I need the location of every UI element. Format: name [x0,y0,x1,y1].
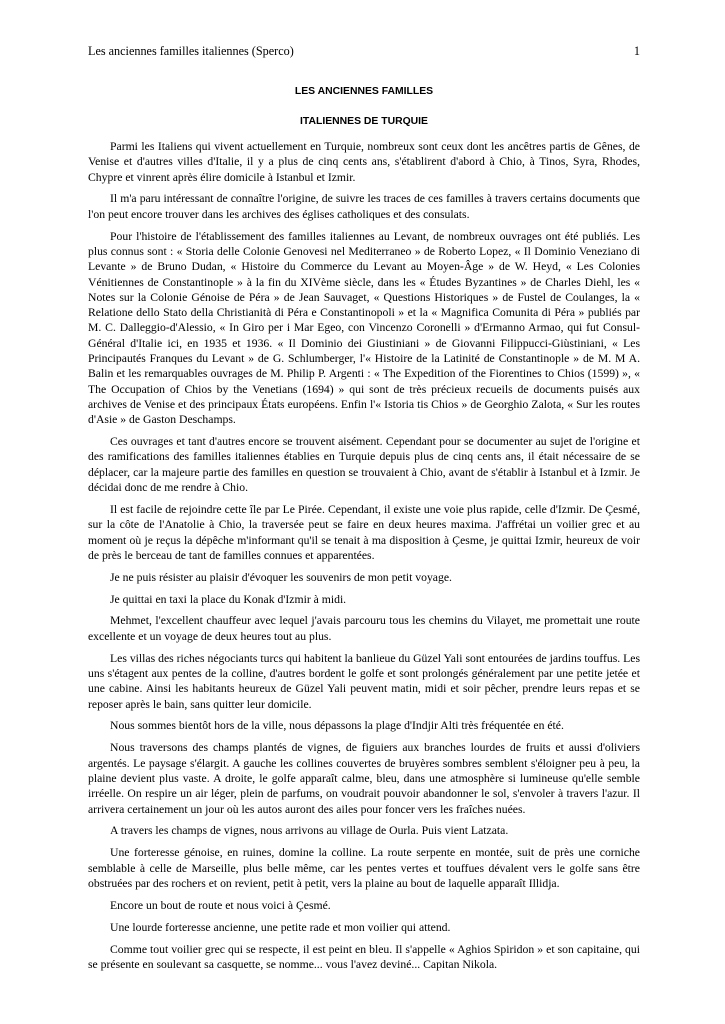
paragraph: Une lourde forteresse ancienne, une petite rade et mon voilier qui attend. [110,920,451,934]
document-title-line-1: LES ANCIENNES FAMILLES [294,86,434,97]
running-title: Les anciennes familles italiennes (Sperco) [88,44,294,58]
paragraph: Encore un bout de route et nous voici à Çesmé. [110,898,331,912]
paragraph: Les villas des riches négociants turcs qui habitent la banlieue du Güzel Yali sont entourées de jardins touffus. Les uns s'étagent aux pentes de la colline, d'autres bordent le golfe et sont prolongés généralement par une petite jetée et une cabine. Ainsi les habitants heureux de Güzel Yali peuvent matin, midi et soir pêcher, prendre leurs repas et se reposer après le bain, sans quitter leur domicile. [88,651,640,711]
paragraph: Comme tout voilier grec qui se respecte, il est peint en bleu. Il s'appelle « Aghios Spiridon » et son capitaine, qui se présente en soulevant sa casquette, se nomme... vous l'avez deviné... Capitan Nikola. [88,942,640,971]
paragraph: Mehmet, l'excellent chauffeur avec lequel j'avais parcouru tous les chemins du Vilayet, me promettait une route excellente et un voyage de deux heures tout au plus. [88,614,640,643]
paragraph: Nous sommes bientôt hors de la ville, nous dépassons la plage d'Indjir Alti très fréquentée en été. [110,719,564,733]
paragraph: A travers les champs de vignes, nous arrivons au village de Ourla. Puis vient Latzata. [110,824,509,838]
paragraph: Je ne puis résister au plaisir d'évoquer les souvenirs de mon petit voyage. [110,570,452,584]
document-body [88,139,640,979]
paragraph: Ces ouvrages et tant d'autres encore se trouvent aisément. Cependant pour se documenter au sujet de l'origine et des ramifications des familles italiennes établies en Turquie depuis plus de cinq cents ans, il était nécessaire de se déplacer, car la majeure partie des familles en question se trouvaient à Chio, avant de s'établir à Istanbul et à Izmir. Je décidai donc de me rendre à Chio. [88,435,640,495]
document-title-line-2: ITALIENNES DE TURQUIE [300,116,428,127]
paragraph: Il m'a paru intéressant de connaître l'origine, de suivre les traces de ces familles à travers certains documents que l'on peut encore trouver dans les archives des églises catholiques et des consulats. [88,192,640,221]
paragraph: Nous traversons des champs plantés de vignes, de figuiers aux branches lourdes de fruits et aussi d'oliviers argentés. Le paysage s'élargit. A gauche les collines couvertes de bruyères sombres semblent s'éloigner peu à peu, la plaine devient plus vaste. A droite, le golfe apparaît calme, bleu, dans une atmosphère si lumineuse qu'elle semble irréelle. On respire un air léger, plein de parfums, on voudrait pouvoir abandonner le sol, s'envoler à travers l'azur. Il arrivera certainement un jour où les autos auront des ailes pour foncer vers les fraîches nuées. [88,741,640,816]
paragraph: Il est facile de rejoindre cette île par Le Pirée. Cependant, il existe une voie plus rapide, celle d'Izmir. De Çesmé, sur la côte de l'Anatolie à Chio, la traversée peut se faire en deux heures maxima. J'affrétai un voilier grec et au moment où je reçus la dépêche m'informant qu'il se tenait à ma disposition à Çesme, je quittai Izmir, heureux de voir de près le berceau de tant de familles connues et apparentées. [88,502,640,562]
paragraph: Une forteresse génoise, en ruines, domine la colline. La route serpente en montée, suit de près une corniche semblable à celle de Marseille, plus belle même, car les pentes vertes et touffues dévalent vers le golfe sans être obstruées par des rochers et on revient, petit à petit, vers la plaine au bout de laquelle apparaît Illidja. [88,846,640,890]
paragraph: Parmi les Italiens qui vivent actuellement en Turquie, nombreux sont ceux dont les ancêtres partis de Gênes, de Venise et d'autres villes d'Italie, il y a plus de cinq cents ans, s'établirent d'abord à Chio, à Tinos, Syra, Rhodes, Chypre et vinrent après élire domicile à Istanbul et Izmir. [88,140,640,184]
paragraph: Je quittai en taxi la place du Konak d'Izmir à midi. [110,592,347,606]
paragraph: Pour l'histoire de l'établissement des familles italiennes au Levant, de nombreux ouvrages ont été publiés. Les plus connus sont : « Storia delle Colonie Genovesi nel Mediterraneo » de Roberto Lopez, « Il Dominio Veneziano di Levante » de Bruno Dudan, « Histoire du Commerce du Levant au Moyen-Âge » de W. Heyd, « Les Colonies Vénitiennes de Constantinople » à la fin du XIVème siècle, dans les « Études Byzantines » de Charles Diehl, les « Notes sur la Colonie Génoise de Péra » de Jean Sauvaget, « Questions Historiques » de Fustel de Coulanges, la « Relatione dello Stato della Christianità di Péra e Constantinopoli » et la « Magnifica Comunita di Péra » publiés par M. C. Dalleggio-d'Alessio, « In Giro per i Mar Egeo, con Vincenzo Coronelli » d'Ermanno Armao, qui fut Consul-Général d'Italie ici, en 1935 et 1936. « Il Dominio dei Giustiniani » de Giovanni Filippucci-Giùstiniani, « Les Principautés Franques du Levant » de G. Schlumberger, l'« Histoire de la Latinité de Constantinople » de M. M A. Balin et les remarquables ouvrages de M. Philip P. Argenti : « The Expedition of the Fiorentines to Chios (1599) », « The Occupation of Chios by the Venetians (1694) » qui sont de très précieux recueils de documents puisés aux archives de Venise et des principaux États européens. Enfin l'« Istoria tis Chios » de Georghio Zalota, « Sur les routes d'Asie » de Gaston Deschamps. [88,229,640,427]
page-header [88,44,640,59]
page-number: 1 [633,44,640,58]
